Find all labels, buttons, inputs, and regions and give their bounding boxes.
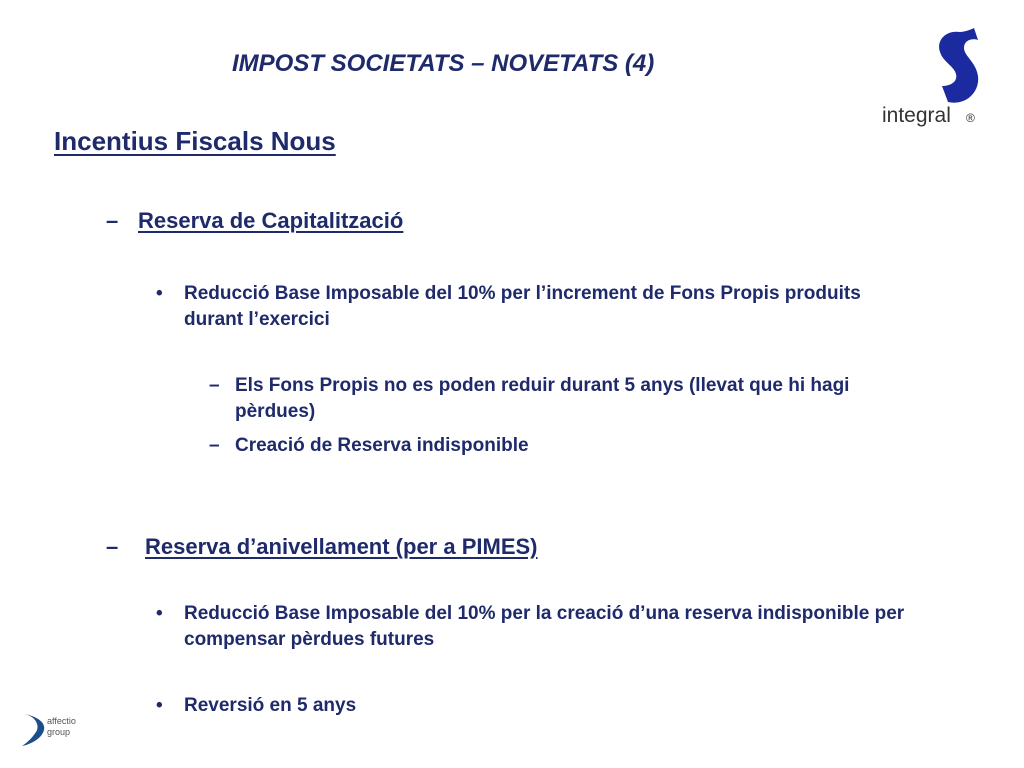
integral-logo-registered: ® (966, 111, 975, 125)
affectio-logo-line2: group (47, 727, 71, 737)
dash-marker: – (209, 435, 220, 456)
section-1-bullet-1-text: Reducció Base Imposable del 10% per l’increment de Fons Propis produits durant l’exercici (184, 283, 861, 330)
section-2-bullet-1-text: Reducció Base Imposable del 10% per la creació d’una reserva indisponible per compensar pèrdues futures (184, 603, 905, 650)
affectio-group-logo (20, 710, 90, 750)
bullet-marker: • (156, 283, 163, 304)
section-2-bullet-1 (156, 601, 916, 653)
section-1-subitem-1-text: Els Fons Propis no es poden reduir durant 5 anys (llevat que hi hagi pèrdues) (235, 375, 850, 422)
section-1-subitem-2-text: Creació de Reserva indisponible (235, 435, 529, 456)
section-2-label: Reserva d’anivellament (per a PIMES) (145, 534, 538, 559)
section-1-subitem-2 (209, 433, 929, 459)
bullet-marker: • (156, 695, 163, 716)
dash-marker: – (106, 208, 119, 233)
section-1-label: Reserva de Capitalització (138, 208, 404, 233)
dash-marker: – (106, 534, 119, 559)
affectio-logo-line1: affectio (47, 716, 76, 726)
slide-title: IMPOST SOCIETATS – NOVETATS (4) (232, 50, 655, 77)
integral-logo-mark (939, 28, 978, 103)
integral-logo-text: integral (882, 104, 951, 127)
section-heading: Incentius Fiscals Nous (54, 126, 336, 156)
section-2-item (106, 534, 538, 560)
affectio-logo-swoosh (22, 714, 44, 746)
integral-logo (876, 26, 986, 130)
section-2-bullet-2 (156, 693, 916, 719)
section-2-bullet-2-text: Reversió en 5 anys (184, 695, 357, 716)
bullet-marker: • (156, 603, 163, 624)
section-1-subitem-1 (209, 373, 929, 425)
section-1-item (106, 208, 403, 234)
dash-marker: – (209, 375, 220, 396)
section-1-bullet-1 (156, 281, 916, 333)
